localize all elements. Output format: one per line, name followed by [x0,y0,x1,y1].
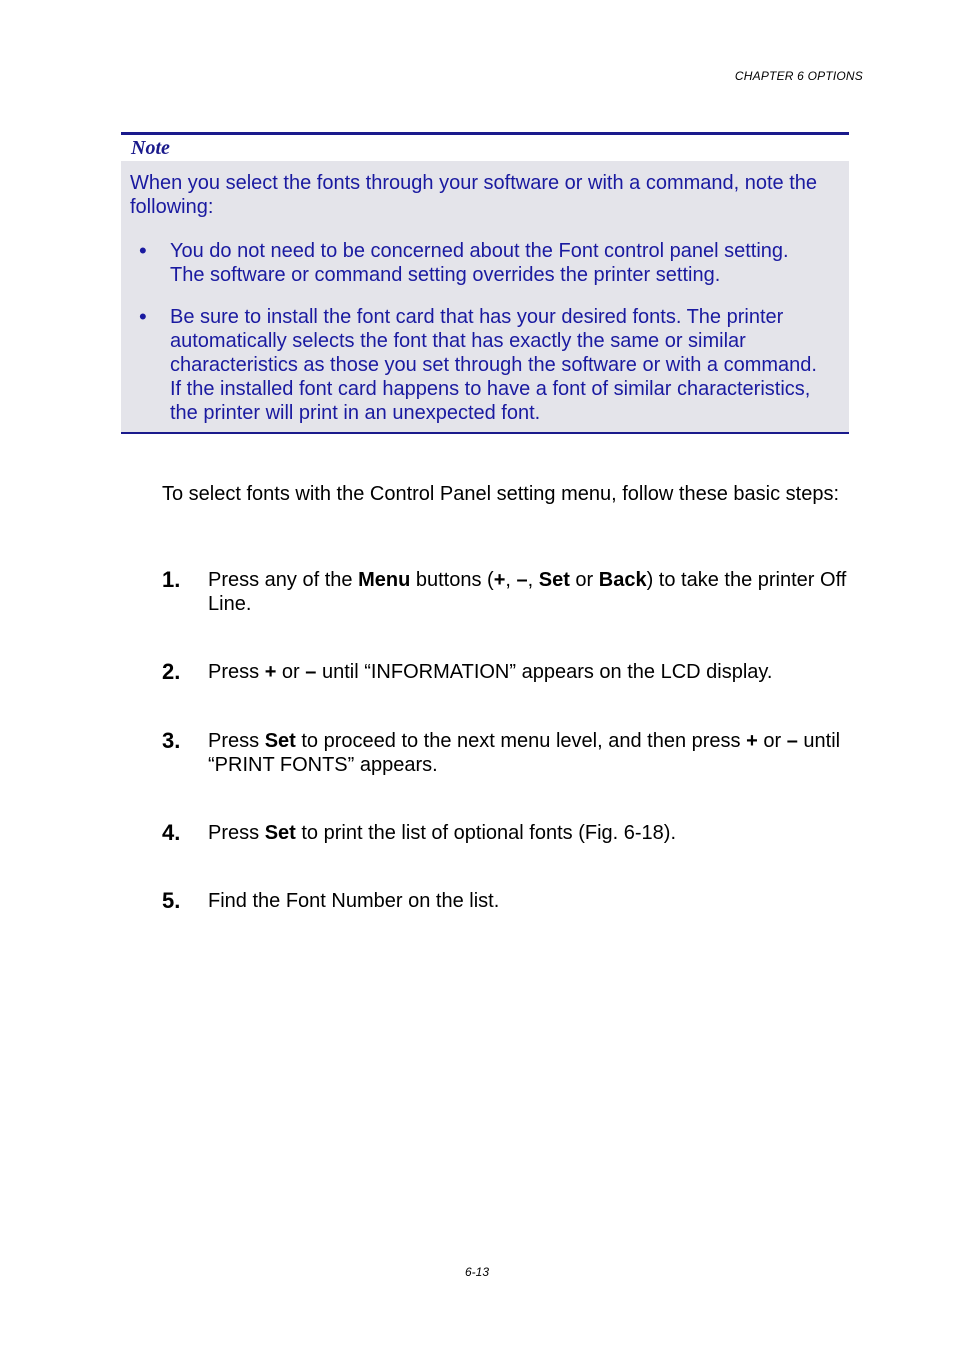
step-text-run: or [276,661,306,683]
step-emphasis: Set [538,569,570,591]
step-emphasis: Set [264,822,296,844]
step-text [208,821,852,845]
note-body [121,161,849,432]
step-text-run: Press [208,661,265,683]
page-number: 6-13 [464,1265,490,1279]
step-text [208,729,852,777]
step-emphasis: Back [598,569,647,591]
step-emphasis: – [516,569,528,591]
step-3 [162,729,852,777]
step-text-run: Press any of the [208,569,359,591]
step-emphasis: Menu [358,569,411,591]
step-number: 3. [162,728,181,753]
note-box [121,132,849,434]
bullet-icon: • [139,304,147,329]
step-text [208,568,852,616]
step-emphasis: – [786,730,798,752]
chapter-header: CHAPTER 6 OPTIONS [734,69,863,83]
step-text-run: to print the list of optional fonts (Fig. 6-18). [295,822,676,844]
step-text-run: to proceed to the next menu level, and then press [295,730,747,752]
step-text [208,889,852,913]
step-text-run: until “PRINT FONTS” appears. [208,730,841,776]
step-emphasis: – [305,661,317,683]
step-text-run: Press [208,730,265,752]
step-number: 2. [162,659,181,684]
step-text-run: or [757,730,787,752]
step-text-run: until “INFORMATION” appears on the LCD display. [316,661,773,683]
note-intro: When you select the fonts through your software or with a command, note the following: [130,172,818,218]
step-emphasis: + [264,661,277,683]
step-number: 4. [162,820,181,845]
note-bullet [130,305,819,425]
step-emphasis: + [746,730,758,752]
step-1 [162,568,852,616]
bullet-icon: • [139,238,147,263]
step-emphasis: Set [264,730,296,752]
step-number: 1. [162,567,181,592]
note-bullet-text: You do not need to be concerned about the Font control panel setting. The software or command setting overrides the printer setting. [170,240,789,286]
note-title: Note [121,135,849,161]
step-text-run: buttons ( [410,569,494,591]
step-text-run: , [527,569,539,591]
step-number: 5. [162,888,181,913]
step-text-run: Find the Font Number on the list. [208,890,500,912]
step-text-run: Press [208,822,265,844]
step-4 [162,821,852,845]
step-text-run: or [569,569,599,591]
step-emphasis: + [493,569,506,591]
step-2 [162,660,852,684]
steps-intro: To select fonts with the Control Panel setting menu, follow these basic steps: [162,483,840,505]
note-bullet-text: Be sure to install the font card that has your desired fonts. The printer automatically selects the font that has exactly the same or similar characteristics as those you set through the software or with a command. If the installed font card happens to have a font of similar characteristics, the printer will print in an unexpected font. [170,306,817,424]
step-text-run: ) to take the printer Off Line. [208,569,847,615]
step-text-run: , [505,569,517,591]
step-5 [162,889,852,913]
note-bullet [130,239,819,287]
step-text [208,660,852,684]
